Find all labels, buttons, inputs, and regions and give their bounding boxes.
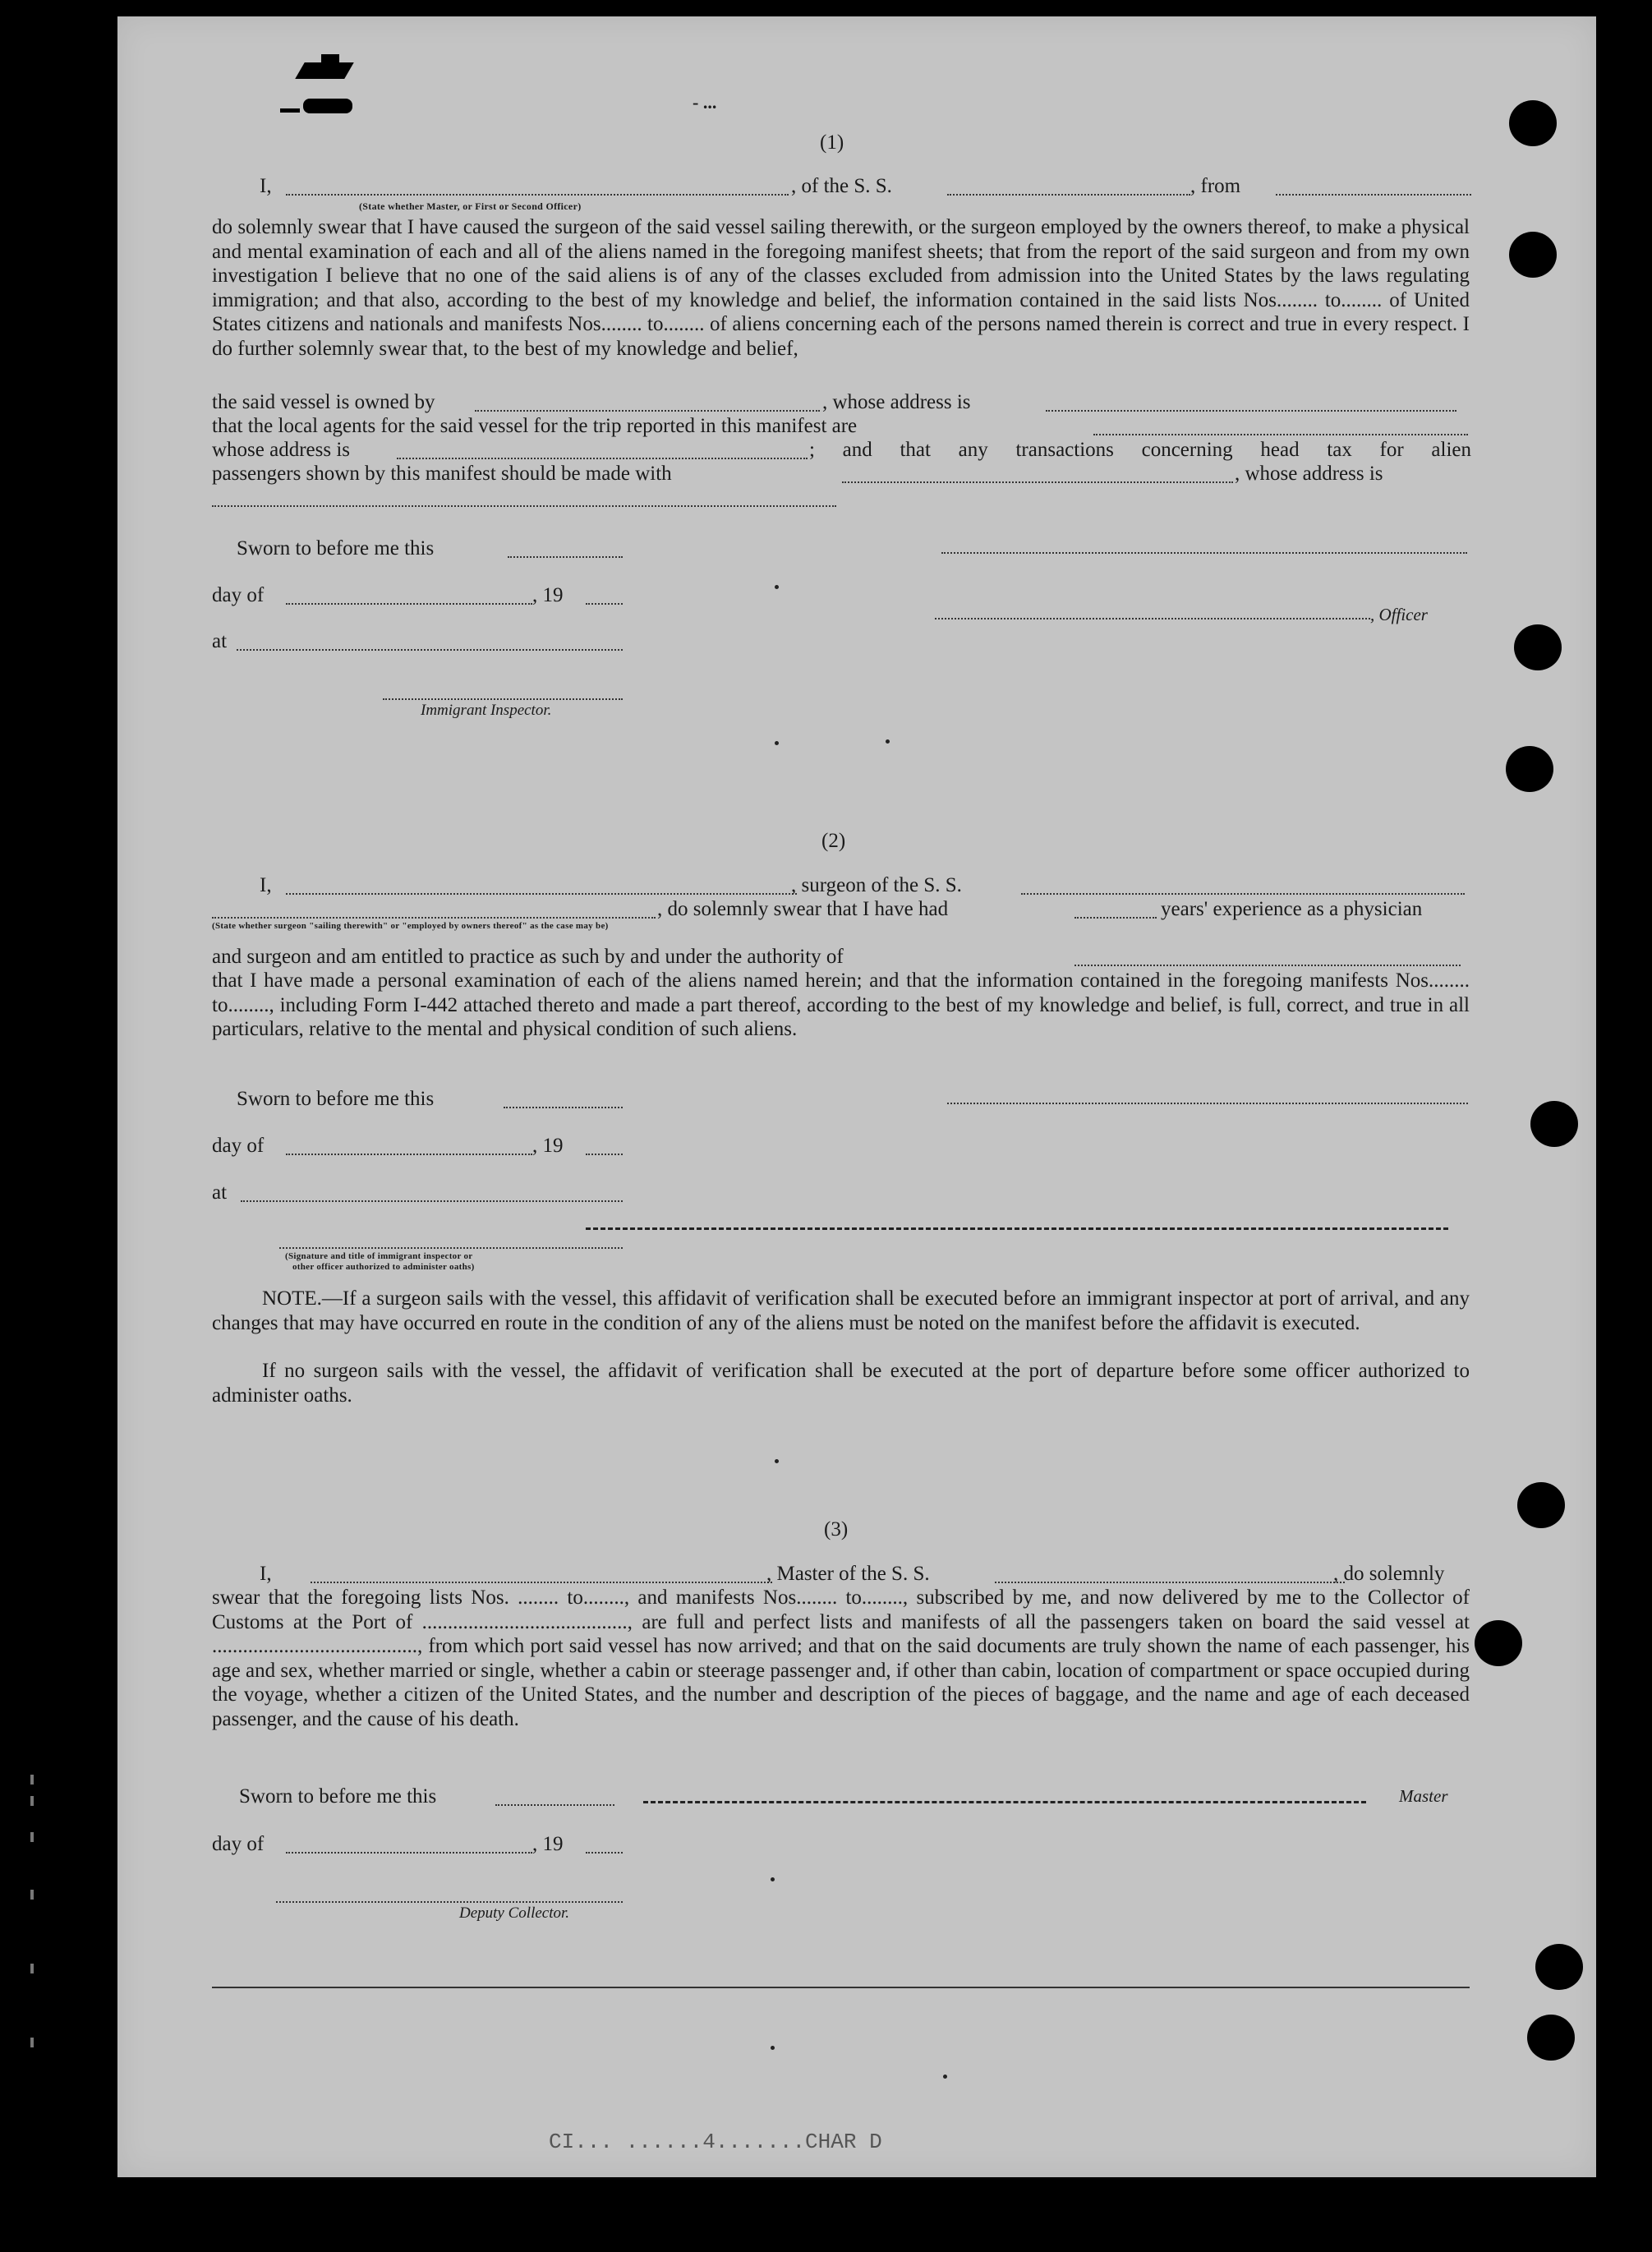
- signature-line: [935, 618, 1370, 619]
- section-1-whose-address-2: whose address is: [212, 439, 351, 461]
- blank-line: [397, 458, 808, 459]
- blank-line: [1276, 194, 1471, 196]
- section-1-year: , 19: [532, 584, 564, 606]
- punch-hole: [1506, 746, 1553, 792]
- signature-dashed-line: [643, 1801, 1366, 1803]
- section-1-at: at: [212, 630, 228, 652]
- blank-line: [504, 1107, 623, 1108]
- signature-line: [276, 1901, 623, 1903]
- blank-line: [475, 410, 820, 412]
- signature-dashed-line: [586, 1227, 1448, 1230]
- speck: [771, 2046, 775, 2050]
- speck: [771, 1877, 775, 1881]
- blank-line: [947, 194, 1190, 196]
- bottom-rule: [212, 1987, 1470, 1988]
- section-2-day-of: day of: [212, 1135, 265, 1157]
- blank-line: [212, 505, 836, 507]
- section-3-year: , 19: [532, 1833, 564, 1855]
- punch-hole: [1514, 624, 1562, 670]
- section-2-number: (2): [821, 830, 846, 852]
- punch-hole: [1530, 1101, 1578, 1147]
- section-1-line-I: I,: [260, 175, 272, 197]
- section-3-master-of: , Master of the S. S.: [766, 1563, 930, 1585]
- section-1-whose-address-3: , whose address is: [1235, 463, 1383, 485]
- blank-line: [311, 1582, 772, 1583]
- blank-line: [495, 1804, 614, 1806]
- section-1-owned-by: the said vessel is owned by: [212, 391, 435, 413]
- signature-line: [947, 1103, 1468, 1104]
- blank-line: [1074, 965, 1461, 966]
- edge-mark: [30, 1775, 34, 1785]
- blank-line: [1074, 917, 1157, 919]
- blank-line: [237, 649, 623, 651]
- section-2-year: , 19: [532, 1135, 564, 1157]
- ink-mark: [280, 108, 300, 113]
- section-1-whose-address: , whose address is: [822, 391, 971, 413]
- section-1-paragraph: do solemnly swear that I have caused the surgeon of the said vessel sailing therewith, or the surgeon employed by the owners thereof, to make a physical and mental examination of each and all of the aliens named in the foregoing manifest sheets; that from the report of the said surgeon and from my own investigation I believe that no one of the said aliens is of any of the classes excluded from admission into the United States by the laws regulating immigration; and that also, according to the best of my knowledge and belief, the information contained in the said lists Nos........ to........ of United States citizens and nationals and manifests Nos........ to........ of aliens concerning each of the persons named therein is correct and true in every respect. I do further solemnly swear that, to the best of my knowledge and belief,: [212, 216, 1470, 360]
- punch-hole: [1527, 2015, 1575, 2061]
- section-3-do-solemnly: , do solemnly: [1333, 1563, 1445, 1585]
- section-3-collector: Deputy Collector.: [459, 1904, 570, 1922]
- speck: [943, 2075, 947, 2079]
- bleed-through-text: CI... ......4.......CHAR D: [549, 2130, 882, 2154]
- edge-mark: [30, 1796, 34, 1806]
- section-3-master: Master: [1399, 1786, 1448, 1806]
- section-2-years-exp: years' experience as a physician: [1161, 898, 1423, 920]
- blank-line: [286, 1154, 532, 1155]
- signature-line: [279, 1247, 623, 1249]
- section-3-line-I: I,: [260, 1563, 272, 1585]
- blank-line: [1021, 893, 1465, 895]
- section-1-day-of: day of: [212, 584, 265, 606]
- blank-line: [842, 481, 1233, 483]
- section-2-note: (State whether surgeon "sailing therewith" or "employed by owners thereof" as the case may be): [212, 921, 609, 931]
- punch-hole: [1517, 1482, 1565, 1528]
- section-1-sworn: Sworn to before me this: [237, 537, 435, 560]
- section-2-surgeon-of: , surgeon of the S. S.: [791, 874, 962, 896]
- section-2-signature-note-1: (Signature and title of immigrant inspector or: [285, 1251, 473, 1261]
- section-2-note-paragraph-1: NOTE.—If a surgeon sails with the vessel, this affidavit of verification shall be executed before an immigrant inspector at port of arrival, and any changes that may have occurred en route in the condition of any of the aliens must be noted on the manifest before the affidavit is executed.: [212, 1287, 1470, 1334]
- speck: [886, 739, 890, 744]
- section-1-officer: , Officer: [1370, 605, 1428, 624]
- section-1-transactions: ; and that any transactions concerning head tax for alien: [809, 439, 1471, 461]
- section-3-number: (3): [824, 1518, 849, 1540]
- section-1-note: (State whether Master, or First or Second Officer): [359, 200, 582, 212]
- signature-line: [941, 552, 1467, 554]
- section-2-sworn: Sworn to before me this: [237, 1088, 435, 1110]
- section-2-paragraph: that I have made a personal examination of each of the aliens named herein; and that the information contained in the foregoing manifests Nos........ to........, including Form I-442 attached thereto and made a part thereof, according to the best of my knowledge and belief, is full, correct, and true in all particulars, relative to the mental and physical condition of such aliens.: [212, 969, 1470, 1040]
- blank-line: [286, 194, 789, 196]
- speck: [775, 741, 779, 745]
- blank-line: [286, 1852, 532, 1854]
- ink-mark: [303, 99, 352, 113]
- blank-line: [995, 1582, 1345, 1583]
- section-1-passengers: passengers shown by this manifest should be made with: [212, 463, 672, 485]
- blank-line: [286, 603, 532, 605]
- edge-mark: [30, 1964, 34, 1973]
- punch-hole: [1509, 232, 1557, 278]
- punch-hole: [1535, 1944, 1583, 1990]
- blank-line: [1046, 410, 1456, 412]
- section-2-authority: and surgeon and am entitled to practice as such by and under the authority of: [212, 946, 844, 968]
- blank-line: [212, 917, 656, 919]
- section-2-signature-note-2: other officer authorized to administer oaths): [292, 1262, 475, 1272]
- blank-line: [586, 1154, 623, 1155]
- punch-hole: [1475, 1620, 1522, 1666]
- blank-line: [286, 893, 797, 895]
- section-2-do-solemnly: , do solemnly swear that I have had: [657, 898, 949, 920]
- blank-line: [586, 603, 623, 605]
- section-1-of-ss: , of the S. S.: [791, 175, 892, 197]
- section-2-at: at: [212, 1181, 228, 1204]
- section-2-line-I: I,: [260, 874, 272, 896]
- section-2-note-paragraph-2: If no surgeon sails with the vessel, the affidavit of verification shall be executed at the port of departure before some officer authorized to administer oaths.: [212, 1360, 1470, 1407]
- blank-line: [508, 556, 623, 558]
- blank-line: [586, 1852, 623, 1854]
- edge-mark: [30, 1832, 34, 1842]
- section-1-inspector: Immigrant Inspector.: [421, 702, 552, 719]
- edge-mark: [30, 2038, 34, 2047]
- speck: [775, 1459, 779, 1463]
- speck: [775, 585, 779, 589]
- blank-line: [1093, 434, 1468, 435]
- header-marks: - ...: [693, 92, 717, 113]
- edge-mark: [30, 1890, 34, 1900]
- section-3-sworn: Sworn to before me this: [239, 1785, 437, 1808]
- ink-mark: [321, 54, 339, 64]
- section-1-local-agents: that the local agents for the said vessel for the trip reported in this manifest are: [212, 415, 858, 437]
- blank-line: [241, 1200, 623, 1202]
- section-1-from: , from: [1190, 175, 1241, 197]
- punch-hole: [1509, 100, 1557, 146]
- section-3-paragraph: swear that the foregoing lists Nos. ........ to........, and manifests Nos........ to........, subscribed by me, and now delivered by me to the Collector of Customs at the Port of ........................................, are full and perfect lists and manifests of all the passengers taken on board the said vessel at ........................................, from which port said vessel has now arrived; and that on the said documents are truly shown the name of each passenger, his age and sex, whether married or single, whether a cabin or steerage passenger and, if other than cabin, location of compartment or space occupied during the voyage, whether a citizen of the United States, and the number and description of the pieces of baggage, and the name and age of each deceased passenger, and the cause of his death.: [212, 1587, 1470, 1730]
- form-page: [117, 16, 1596, 2177]
- section-3-day-of: day of: [212, 1833, 265, 1855]
- section-1-number: (1): [820, 131, 844, 154]
- signature-line: [383, 698, 623, 700]
- ink-mark: [295, 62, 354, 79]
